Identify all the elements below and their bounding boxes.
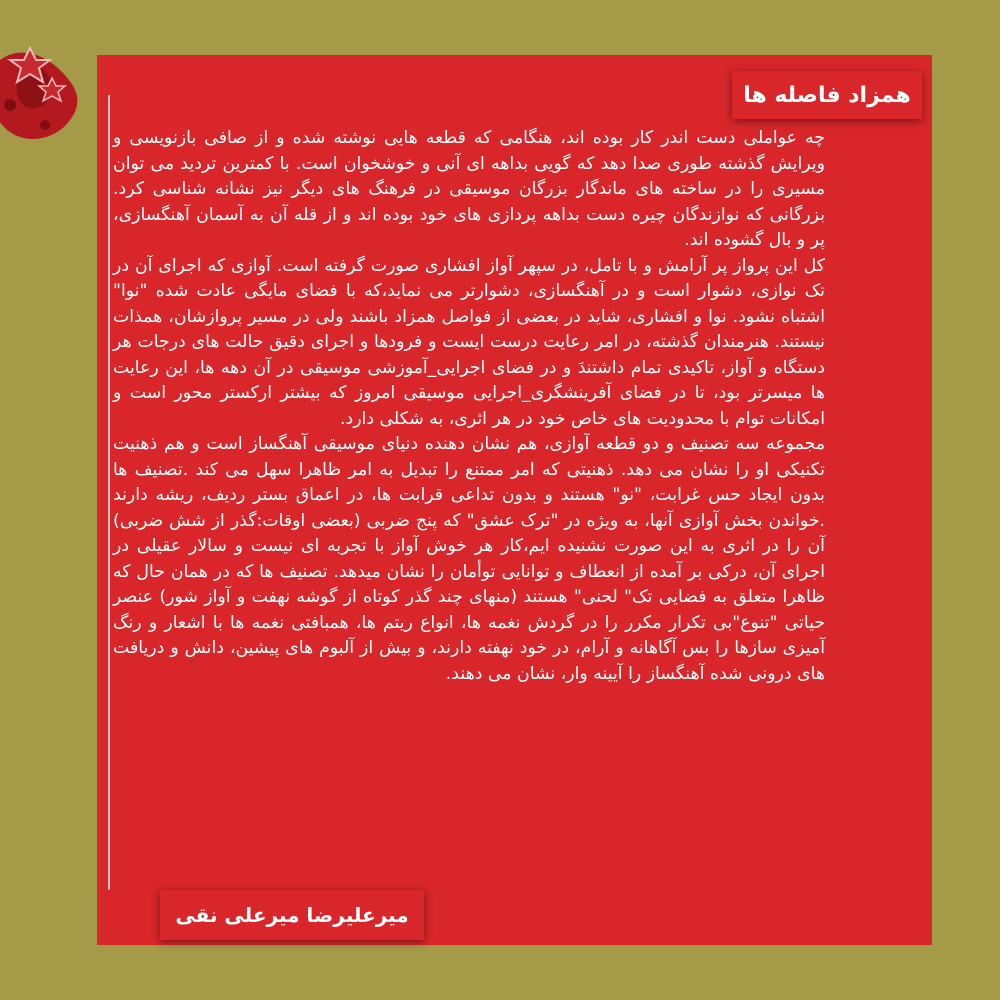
author-name: میرعلیرضا میرعلی نقی [175,903,409,927]
red-ornament-icon [0,40,90,150]
author-tab [160,890,424,940]
paragraph: کل این پرواز پر آرامش و با تامل، در سپهر آواز افشاری صورت گرفته است. آوازی که اجرای آن در تک نوازی، دشوار است و در آهنگسازی، دشوارتر می نماید،که با فضای مایگی عادت شده "نوا" اشتباه نشود. نوا و افشاری، شاید در بعضی از فواصل همزاد باشند ولی در مسیر پروازشان، همذات نیستند. هنرمندان گذشته، در امر رعایت درست ایست و فرودها و اجرای دقیق حالت های درجات هر دستگاه و آواز، تاکیدی تمام داشتندَ و در فضای اجرایی_آموزشی موسیقی در آن دهه ها، این رعایت ها میسرتر بود، تا در فضای آفرینشگری_اجرایی موسیقی امروز که بیشتر ارکستر محور است و امکانات توام با محدودیت های خاص خود در هر اثری، به شکلی دارد. [113,255,825,429]
paragraph: مجموعه سه تصنیف و دو قطعه آوازی، هم نشان دهنده دنیای موسیقی آهنگساز است و هم ذهنیت تکنیکی او را نشان می دهد. ذهنیتی که امر ممتنع را تبدیل به امر ظاهرا سهل می کند .تصنیف ها بدون ایجاد حس غرابت، "نو" هستند و بدون تداعی قرابت ها، در اعماق بستر ردیف، ریشه دارند .خواندن بخش آوازی آنها، به ویژه در "ترک عشق" که پنج ضربی (بعضی اوقات:گذر از شش ضربی) آن را در اثری به این صورت نشنیده ایم،کار هر خوش آواز با تجربه ای نیست و سالار عقیلی در اجرای آن، درکی بر آمده از انعطاف و توانایی توأمان را نشان میدهد. تصنیف ها که در همان حال که ظاهرا متعلق به فضایی تک" لحنی" هستند (منهای چند گذر کوتاه از گوشه نهفت و آواز شور) عنصر حیاتی "تنوع"بی تکرار مکرر را در گردش نغمه ها، انواع ریتم ها، همبافتی نغمه ها با اشعار و رنگ آمیزی سازها را بس آگاهانه و آرام، در خود نهفته دارند، و بیش از آلبوم های پیشین، دانش و دریافت های درونی شده آهنگساز را آیینه وار، نشان می دهند. [113,434,825,684]
paragraph: چه عواملی دست اندر کار بوده اند، هنگامی که قطعه هایی نوشته شده و از صافی بازنویسی و ویرایش گذشته طوری صدا دهد که گویی بداهه ای آنی و خوشخوان است. با کمترین تردید می توان مسیری را در ساخته های ماندگار بزرگان موسیقی در فرهنگ های دیگر نیز نشانه شناسی کرد. بزرگانی که نوازندگان چیره دست بداهه پردازی های خود بوده اند و از قله آن به آسمان آهنگسازی، پر و بال گشوده اند. [113,128,825,250]
panel-edge-line [108,95,110,890]
article-body [113,126,825,687]
article-title: همزاد فاصله ها [743,82,911,108]
title-tab [732,71,922,119]
